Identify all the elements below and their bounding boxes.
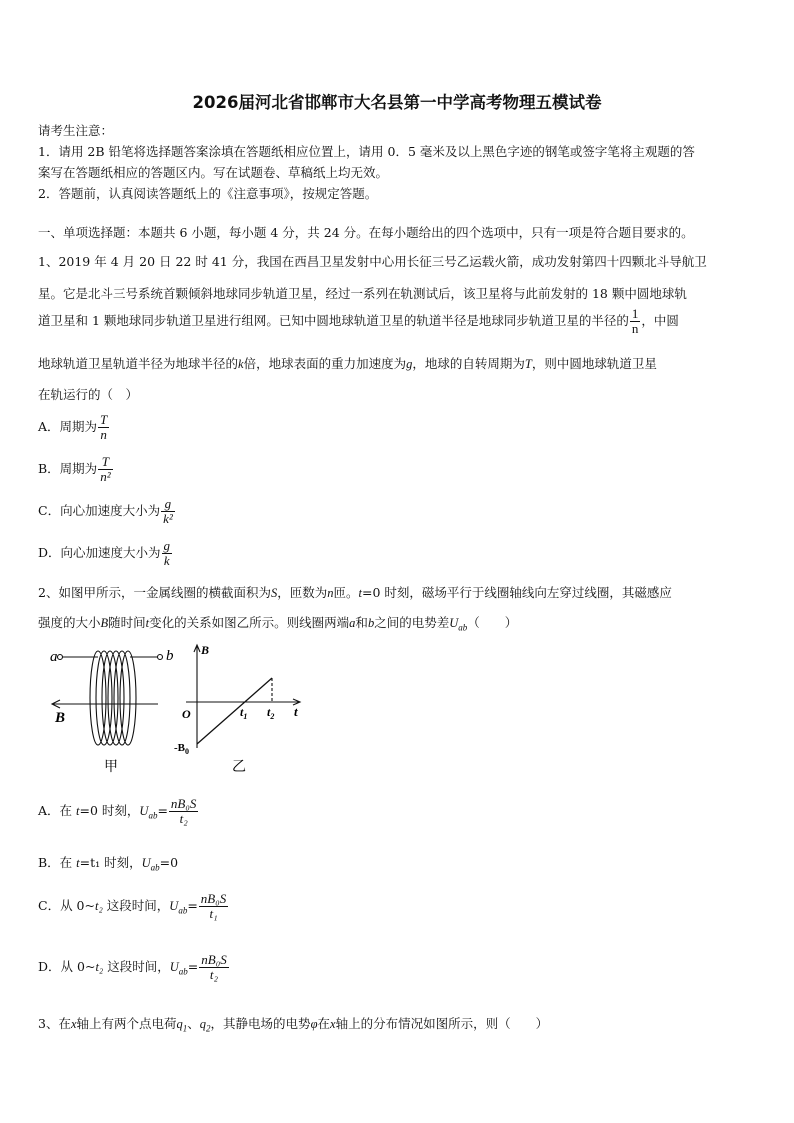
q1-line-2: 星。它是北斗三号系统首颗倾斜地球同步轨道卫星，经过一系列在轨测试后，该卫星将与此前发射的 18 颗中圆地球轨 (38, 286, 687, 301)
q1-line-4: 地球轨道卫星轨道半径为地球半径的k倍，地球表面的重力加速度为g，地球的自转周期为T，则中圆地球轨道卫星 (38, 356, 657, 371)
q2-option-a[interactable]: A．在 t=0 时刻，$U_{ab}=$ $\frac{\text{nB₀S}}{\text{t₂}}$ (38, 796, 197, 826)
caption-yi: 乙 (232, 760, 246, 775)
caption-jia: 甲 (104, 760, 118, 775)
q2-figure (40, 640, 320, 780)
notice-item-2: 2．答题前，认真阅读答题纸上的《注意事项》，按规定答题。 (38, 186, 378, 201)
t2-label: $t_2$ (267, 705, 275, 721)
q1-option-d[interactable]: D．向心加速度大小为 $\frac{g}{k}$ (38, 538, 171, 568)
axis-label-t: t (294, 704, 298, 719)
coil-label-b: b (166, 648, 174, 664)
q1-option-a[interactable]: A．周期为 $\frac{T}{n}$ (38, 412, 108, 442)
b-t-graph (186, 645, 300, 748)
q1-option-b[interactable]: B．周期为 $\frac{T}{\text{n²}}$ (38, 454, 111, 484)
q2-line-2: 强度的大小B随时间t变化的关系如图乙所示。则线圈两端a和b之间的电势差$U_{ab}$（ ） (38, 615, 518, 633)
coil-diagram (52, 651, 163, 745)
q1-option-c[interactable]: C．向心加速度大小为 $\frac{g}{\text{k²}}$ (38, 496, 173, 526)
coil-label-a: a (50, 649, 58, 665)
axis-label-B: B (201, 643, 210, 657)
fraction-1-over-n: $\frac{1}{n}$ (631, 306, 639, 336)
q2-option-d[interactable]: D．从 0~t₂ 这段时间，$U_{ab}=$ $\frac{\text{nB₀S}}{\text{t₂}}$ (38, 952, 227, 982)
notice-item-1-line-2: 案写在答题纸相应的答题区内。写在试题卷、草稿纸上均无效。 (38, 165, 389, 180)
q2-option-b[interactable]: B．在 t=t₁ 时刻，$U_{ab}=0$ (38, 855, 179, 873)
q3-line-1: 3、在x轴上有两个点电荷$q_1$、$q_2$，其静电场的电势φ在x轴上的分布情况如图所示，则（ ） (38, 1016, 549, 1034)
q1-line-3-text: 道卫星和 1 颗地球同步轨道卫星进行组网。已知中圆地球轨道卫星的轨道半径是地球同步轨道卫星的半径的 (38, 313, 629, 328)
field-label-B: B (55, 710, 66, 726)
q1-line-1: 1、2019 年 4 月 20 日 22 时 41 分，我国在西昌卫星发射中心用长征三号乙运载火箭，成功发射第四十四颗北斗导航卫 (38, 254, 707, 269)
origin-label: O (182, 707, 191, 721)
neg-b0-label: $-B_0$ (174, 742, 189, 756)
q2-option-c[interactable]: C．从 0~t₂ 这段时间，$U_{ab}=$ $\frac{\text{nB₀S}}{\text{t₁}}$ (38, 891, 227, 921)
q1-line-5: 在轨运行的（ ） (38, 387, 139, 402)
notice-item-1-line-1: 1．请用 2B 铅笔将选择题答案涂填在答题纸相应位置上，请用 0．5 毫米及以上黑色字迹的钢笔或签字笔将主观题的答 (38, 144, 695, 159)
q2-line-1: 2、如图甲所示，一金属线圈的横截面积为S，匝数为n匝。t=0 时刻，磁场平行于线圈轴线向左穿过线圈，其磁感应 (38, 585, 672, 600)
t1-label: $t_1$ (240, 705, 248, 721)
notice-heading: 请考生注意： (38, 123, 114, 138)
section-heading: 一、单项选择题：本题共 6 小题，每小题 4 分，共 24 分。在每小题给出的四个选项中，只有一项是符合题目要求的。 (38, 225, 694, 240)
page-title: 2026届河北省邯郸市大名县第一中学高考物理五模试卷 (192, 93, 602, 112)
q1-line-3: 道卫星和 1 颗地球同步轨道卫星进行组网。已知中圆地球轨道卫星的轨道半径是地球同步轨道卫星的半径的 $\frac{1}{n}$ ，中圆 (38, 306, 679, 336)
